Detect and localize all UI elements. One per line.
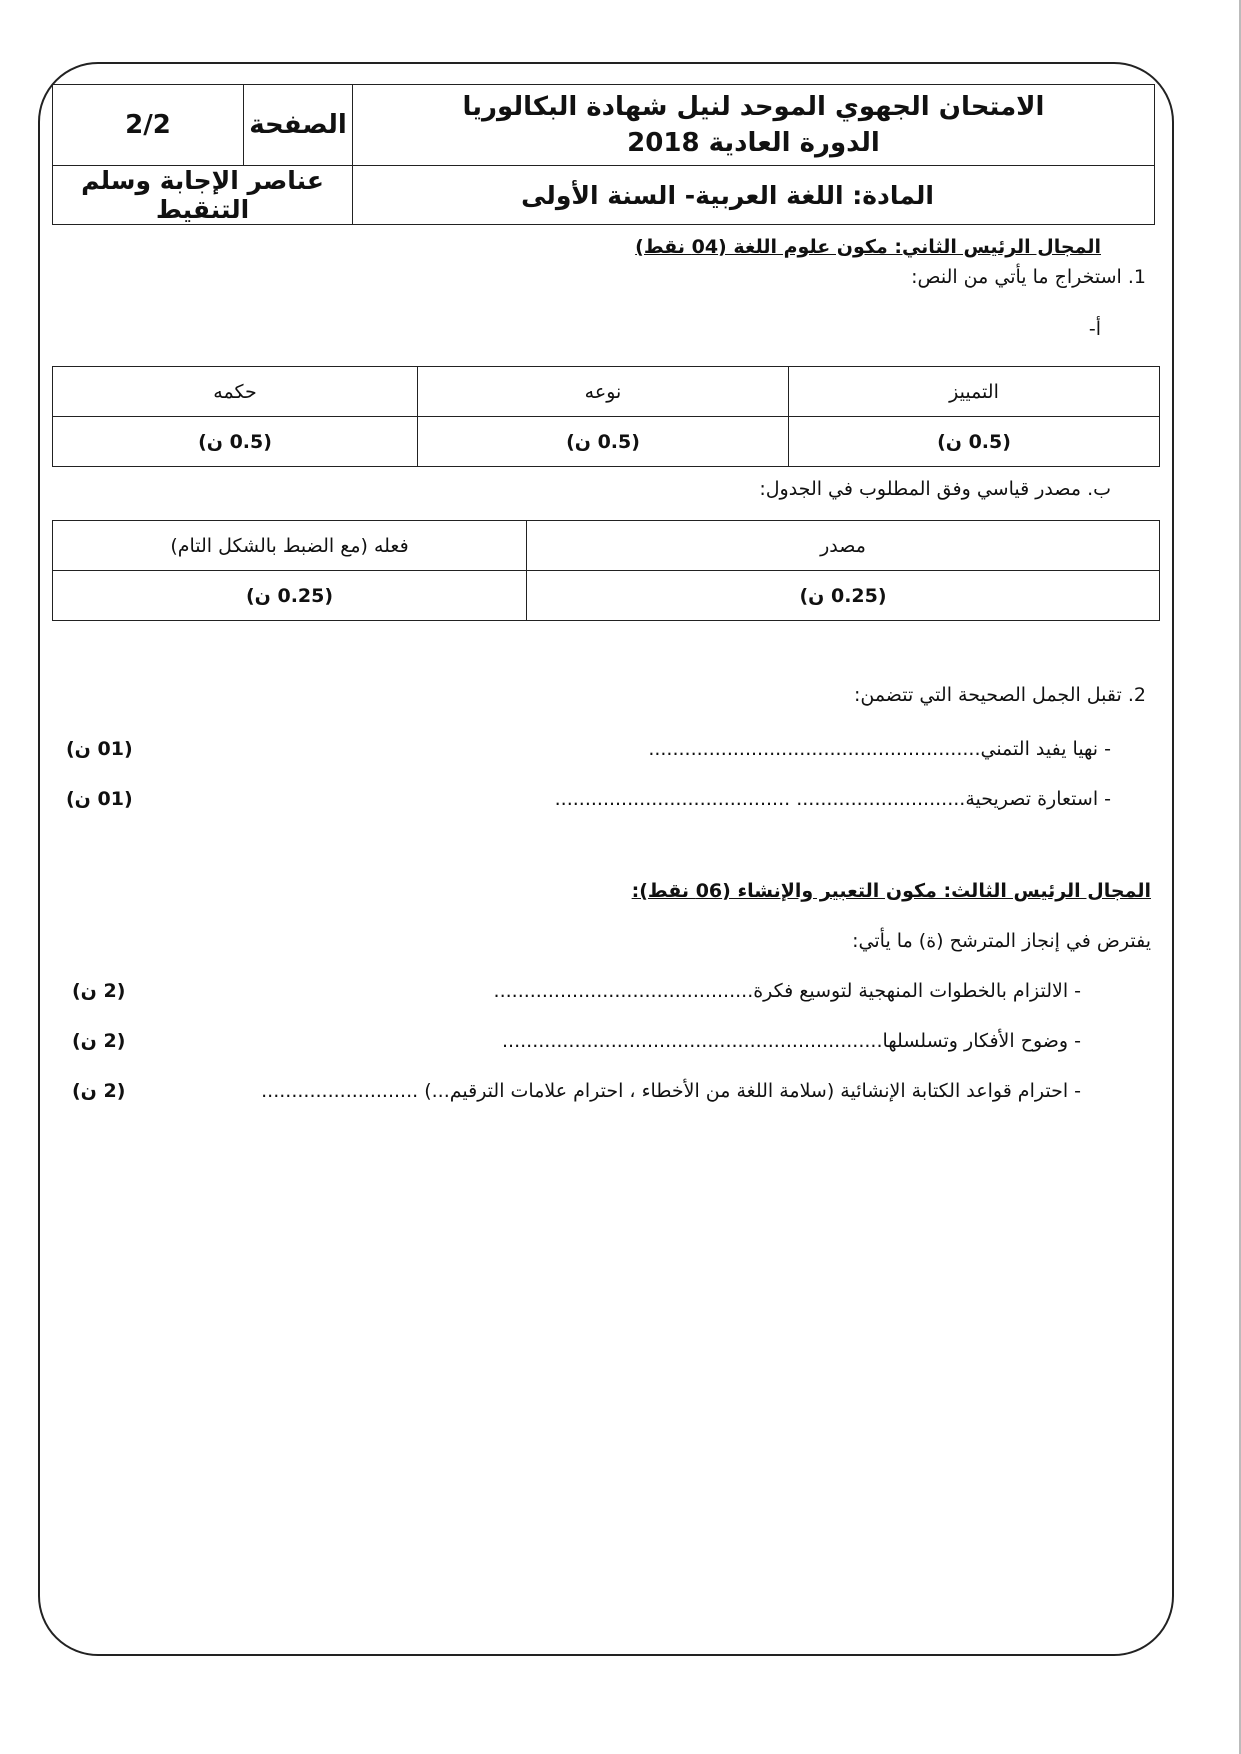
table-b-mark: (0.25 ن) <box>53 571 527 621</box>
table-a-header: نوعه <box>418 367 789 417</box>
question-2: 2. تقبل الجمل الصحيحة التي تتضمن: <box>853 684 1146 706</box>
table-a-header: حكمه <box>53 367 418 417</box>
list-item-score: (01 ن) <box>66 738 133 760</box>
list-item-score: (01 ن) <box>66 788 133 810</box>
table-b-mark: (0.25 ن) <box>527 571 1160 621</box>
list-item-text: - نهيا يفيد التمني....................................................... <box>648 738 1111 760</box>
list-item <box>72 1030 1081 1052</box>
page-number: 2/2 <box>53 85 244 166</box>
list-item-text: - احترام قواعد الكتابة الإنشائية (سلامة اللغة من الأخطاء ، احترام علامات الترقيم...) .......................... <box>261 1080 1081 1102</box>
list-item <box>72 980 1081 1002</box>
page-label: الصفحة <box>244 85 353 166</box>
section3-heading: المجال الرئيس الثالث: مكون التعبير والإنشاء (06 نقط): <box>631 880 1151 902</box>
table-a-mark: (0.5 ن) <box>53 417 418 467</box>
table-b-header: مصدر <box>527 521 1160 571</box>
list-item-score: (2 ن) <box>72 980 126 1002</box>
table-a-mark: (0.5 ن) <box>789 417 1160 467</box>
list-item-score: (2 ن) <box>72 1080 126 1102</box>
exam-title-line1: الامتحان الجهوي الموحد لنيل شهادة البكالوريا <box>462 92 1045 122</box>
answer-table-b <box>52 520 1160 621</box>
answer-table-a <box>52 366 1160 467</box>
list-item-text: - الالتزام بالخطوات المنهجية لتوسيع فكرة........................................... <box>493 980 1081 1002</box>
list-item <box>72 1080 1081 1102</box>
subject-title: المادة: اللغة العربية- السنة الأولى <box>353 166 1155 225</box>
question-1b: ب. مصدر قياسي وفق المطلوب في الجدول: <box>759 478 1111 500</box>
table-a-mark: (0.5 ن) <box>418 417 789 467</box>
table-b-header: فعله (مع الضبط بالشكل التام) <box>53 521 527 571</box>
section2-heading: المجال الرئيس الثاني: مكون علوم اللغة (04 نقط) <box>635 236 1101 258</box>
exam-title-line2: الدورة العادية 2018 <box>627 128 880 158</box>
list-item-score: (2 ن) <box>72 1030 126 1052</box>
question-1a: أ- <box>1088 318 1101 340</box>
list-item-text: - وضوح الأفكار وتسلسلها............................................................... <box>502 1030 1081 1052</box>
table-a-header: التمييز <box>789 367 1160 417</box>
page-border <box>38 62 1174 1656</box>
exam-title <box>353 85 1155 166</box>
list-item <box>66 788 1111 810</box>
list-item <box>66 738 1111 760</box>
document-type: عناصر الإجابة وسلم التنقيط <box>53 166 353 225</box>
question-1: 1. استخراج ما يأتي من النص: <box>911 266 1146 288</box>
exam-header <box>52 84 1155 225</box>
list-item-text: - استعارة تصريحية............................ ....................................... <box>554 788 1111 810</box>
section3-intro: يفترض في إنجاز المترشح (ة) ما يأتي: <box>852 930 1151 952</box>
